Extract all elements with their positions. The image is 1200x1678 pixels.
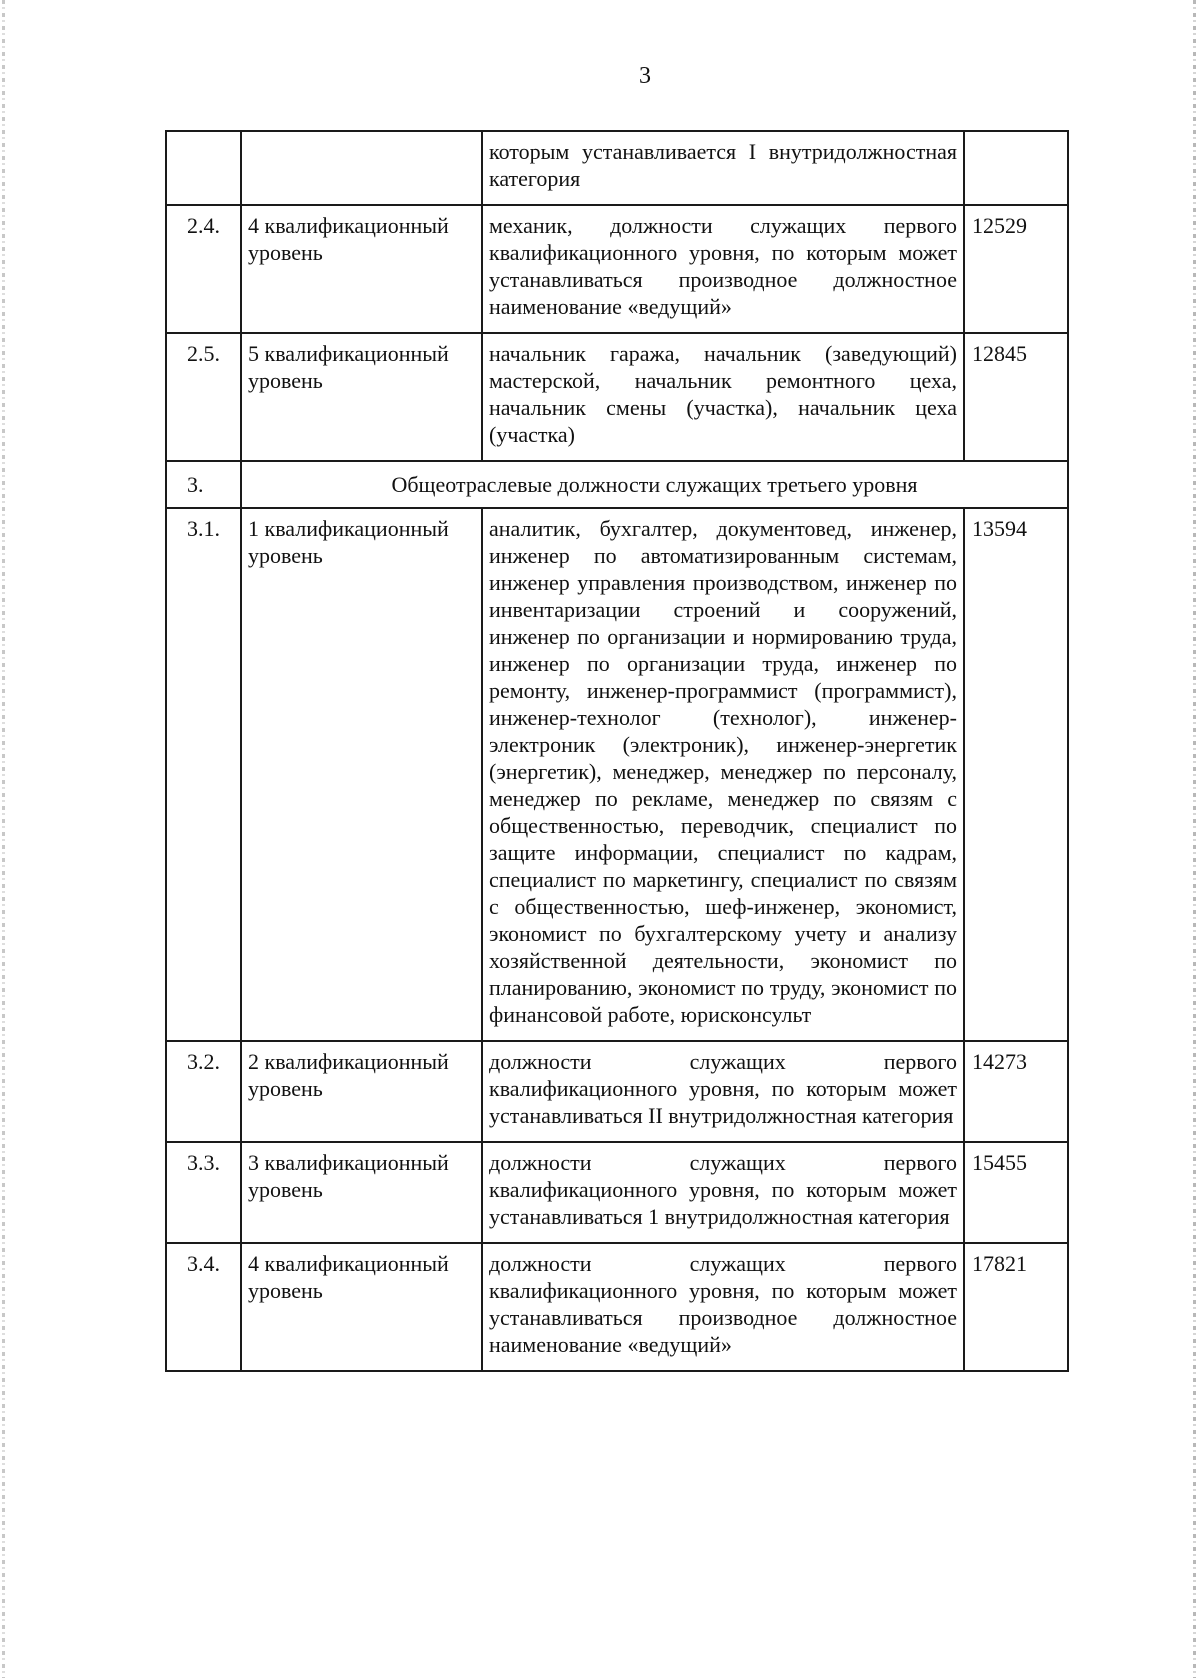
salary-amount: 12845 [964, 333, 1068, 461]
section-row [166, 461, 1068, 508]
section-number: 3. [166, 461, 241, 508]
qualification-level: 4 квалификационный уровень [241, 1243, 482, 1371]
qualification-level: 1 квалификационный уровень [241, 508, 482, 1041]
positions-description: должности служащих первого квалификационного уровня, по которым может устанавливаться II внутридолжностная категория [482, 1041, 964, 1142]
salary-amount: 15455 [964, 1142, 1068, 1243]
qualification-level: 4 квалификационный уровень [241, 205, 482, 333]
positions-description: начальник гаража, начальник (заведующий) мастерской, начальник ремонтного цеха, начальник смены (участка), начальник цеха (участка) [482, 333, 964, 461]
qualification-level: 5 квалификационный уровень [241, 333, 482, 461]
table-row [166, 1142, 1068, 1243]
table-row [166, 205, 1068, 333]
scan-edge-left [2, 0, 5, 1678]
salary-amount: 17821 [964, 1243, 1068, 1371]
row-number [166, 131, 241, 205]
row-number: 2.4. [166, 205, 241, 333]
salary-amount [964, 131, 1068, 205]
table-row [166, 131, 1068, 205]
table-row [166, 1243, 1068, 1371]
section-title: Общеотраслевые должности служащих третьего уровня [241, 461, 1068, 508]
qualification-level [241, 131, 482, 205]
table-row [166, 333, 1068, 461]
positions-description: которым устанавливается I внутридолжностная категория [482, 131, 964, 205]
qualification-level: 3 квалификационный уровень [241, 1142, 482, 1243]
row-number: 2.5. [166, 333, 241, 461]
positions-description: должности служащих первого квалификационного уровня, по которым может устанавливаться производное должностное наименование «ведущий» [482, 1243, 964, 1371]
positions-description: должности служащих первого квалификационного уровня, по которым может устанавливаться 1 внутридолжностная категория [482, 1142, 964, 1243]
salary-amount: 13594 [964, 508, 1068, 1041]
table-row [166, 1041, 1068, 1142]
positions-description: аналитик, бухгалтер, документовед, инженер, инженер по автоматизированным системам, инженер управления производством, инженер по инвентаризации строений и сооружений, инженер по организации и нормированию труда, инженер по организации труда, инженер по ремонту, инженер-программист (программист), инженер-технолог (технолог), инженер-электроник (электроник), инженер-энергетик (энергетик), менеджер, менеджер по персоналу, менеджер по рекламе, менеджер по связям с общественностью, переводчик, специалист по защите информации, специалист по кадрам, специалист по маркетингу, специалист по связям с общественностью, шеф-инженер, экономист, экономист по бухгалтерскому учету и анализу хозяйственной деятельности, экономист по планированию, экономист по труду, экономист по финансовой работе, юрисконсульт [482, 508, 964, 1041]
row-number: 3.2. [166, 1041, 241, 1142]
salary-amount: 14273 [964, 1041, 1068, 1142]
row-number: 3.1. [166, 508, 241, 1041]
table-row [166, 508, 1068, 1041]
row-number: 3.4. [166, 1243, 241, 1371]
salary-table [165, 130, 1069, 1372]
scan-edge-right [1193, 0, 1196, 1678]
row-number: 3.3. [166, 1142, 241, 1243]
page-number: 3 [639, 63, 651, 89]
qualification-level: 2 квалификационный уровень [241, 1041, 482, 1142]
salary-amount: 12529 [964, 205, 1068, 333]
positions-description: механик, должности служащих первого квалификационного уровня, по которым может устанавливаться производное должностное наименование «ведущий» [482, 205, 964, 333]
